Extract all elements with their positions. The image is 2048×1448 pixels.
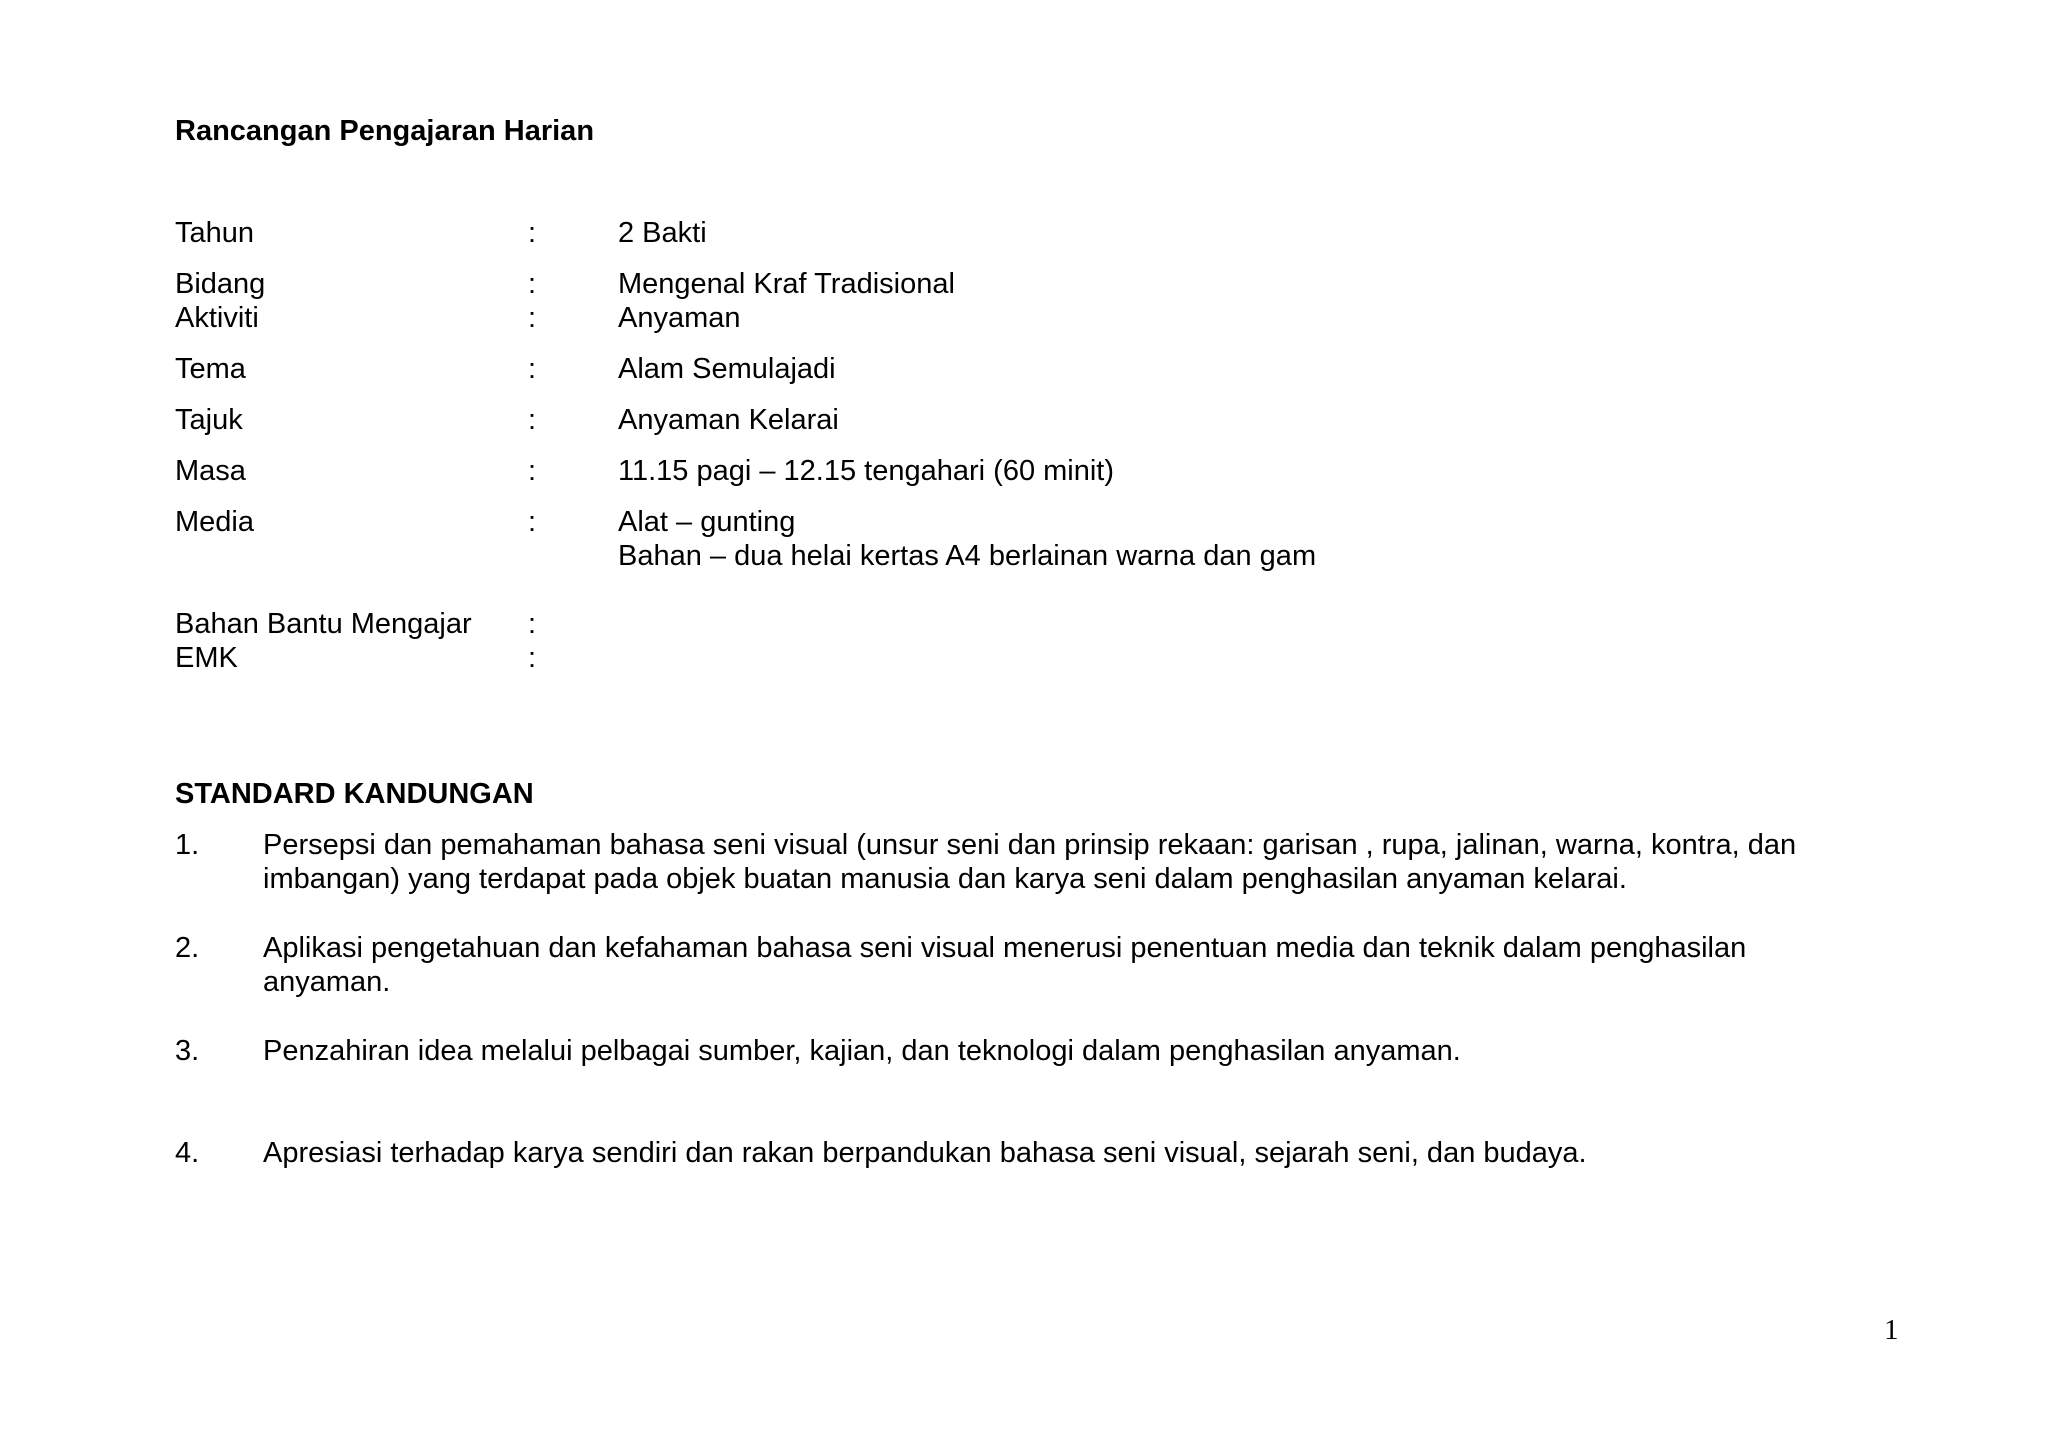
info-colon: : [528, 404, 537, 436]
page-number: 1 [1884, 1314, 1899, 1346]
info-label-bidang: Bidang [175, 268, 266, 300]
info-colon: : [528, 608, 537, 640]
info-colon: : [528, 642, 537, 674]
standard-item-number: 2. [175, 932, 200, 964]
info-colon: : [528, 268, 537, 300]
info-label-tahun: Tahun [175, 217, 255, 249]
info-colon: : [528, 455, 537, 487]
info-label-masa: Masa [175, 455, 246, 487]
standard-item-text: Aplikasi pengetahuan dan kefahaman bahasa seni visual menerusi penentuan media dan teknik dalam penghasilan anyaman. [263, 932, 1747, 998]
info-label-emk: EMK [175, 642, 238, 674]
info-value-tajuk: Anyaman Kelarai [618, 404, 839, 436]
standard-item-text: Persepsi dan pemahaman bahasa seni visual (unsur seni dan prinsip rekaan: garisan , rupa, jalinan, warna, kontra, dan imbangan) yang terdapat pada objek buatan manusia dan karya seni dalam penghasilan anyaman kelarai. [263, 829, 1797, 895]
standard-item-number: 4. [175, 1137, 200, 1169]
info-colon: : [528, 506, 537, 538]
info-label-tema: Tema [175, 353, 246, 385]
info-value-tema: Alam Semulajadi [618, 353, 836, 385]
info-label-aktiviti: Aktiviti [175, 302, 259, 334]
standard-item-text: Penzahiran idea melalui pelbagai sumber, kajian, dan teknologi dalam penghasilan anyaman. [263, 1035, 1461, 1067]
info-colon: : [528, 302, 537, 334]
info-label-bahan-bantu: Bahan Bantu Mengajar [175, 608, 472, 640]
info-value-media-bahan: Bahan – dua helai kertas A4 berlainan warna dan gam [618, 540, 1317, 572]
info-label-media: Media [175, 506, 254, 538]
standard-item-number: 3. [175, 1035, 200, 1067]
document-title: Rancangan Pengajaran Harian [175, 115, 595, 147]
info-colon: : [528, 217, 537, 249]
standard-item-text: Apresiasi terhadap karya sendiri dan rakan berpandukan bahasa seni visual, sejarah seni, dan budaya. [263, 1137, 1587, 1169]
info-value-masa: 11.15 pagi – 12.15 tengahari (60 minit) [618, 455, 1115, 487]
info-value-tahun: 2 Bakti [618, 217, 707, 249]
section-heading-standard-kandungan: STANDARD KANDUNGAN [175, 778, 534, 810]
info-value-media-alat: Alat – gunting [618, 506, 796, 538]
info-label-tajuk: Tajuk [175, 404, 243, 436]
standard-item-number: 1. [175, 829, 200, 861]
info-colon: : [528, 353, 537, 385]
info-value-bidang: Mengenal Kraf Tradisional [618, 268, 955, 300]
info-value-aktiviti: Anyaman [618, 302, 741, 334]
